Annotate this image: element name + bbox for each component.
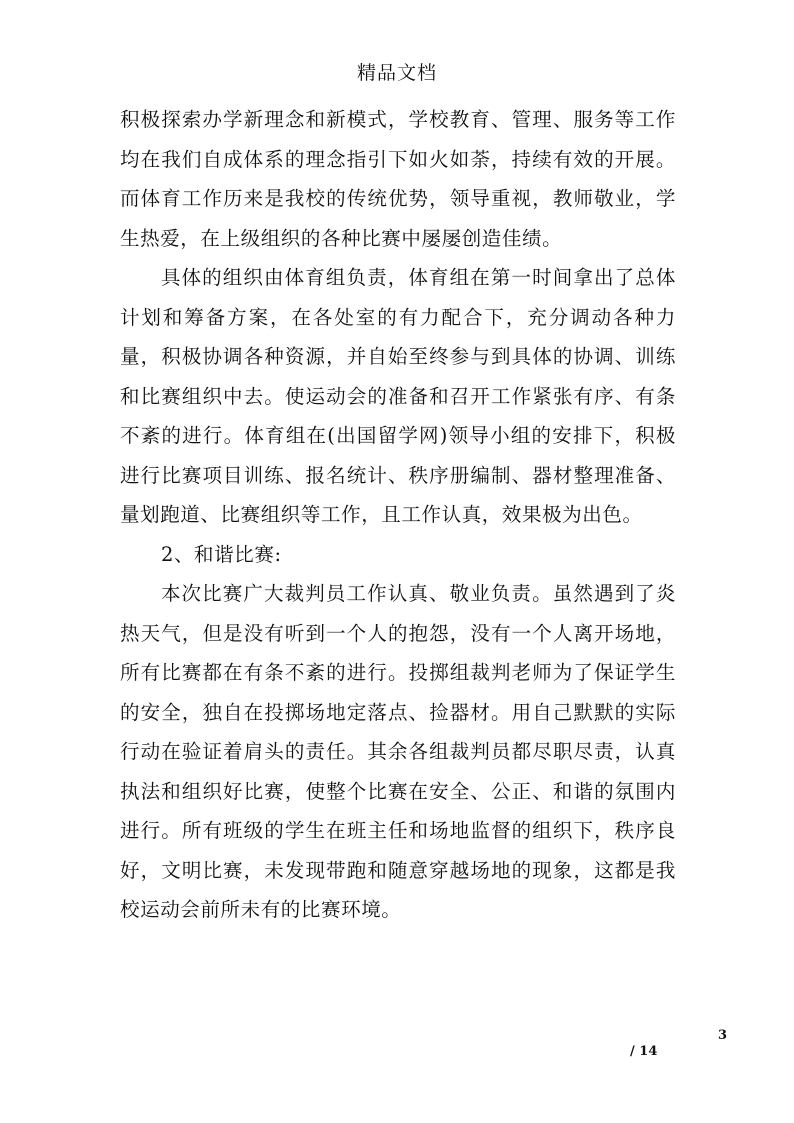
page-header-title: 精品文档 [356, 62, 437, 84]
document-body [120, 100, 676, 930]
paragraph-referees: 本次比赛广大裁判员工作认真、敬业负责。虽然遇到了炎热天气，但是没有听到一个人的抱怨，没有一个人离开场地，所有比赛都在有条不紊的进行。投掷组裁判老师为了保证学生的安全，独自在投掷场地定落点、捡器材。用自己默默的实际行动在验证着肩头的责任。其余各组裁判员都尽职尽责，认真执法和组织好比赛，使整个比赛在安全、公正、和谐的氛围内进行。所有班级的学生在班主任和场地监督的组织下，秩序良好，文明比赛，未发现带跑和随意穿越场地的现象，这都是我校运动会前所未有的比赛环境。 [120, 582, 676, 921]
page-number: 3 [718, 1028, 728, 1043]
page-total: / 14 [630, 1044, 658, 1059]
paragraph-organization: 具体的组织由体育组负责，体育组在第一时间拿出了总体计划和筹备方案，在各处室的有力配合下，充分调动各种力量，积极协调各种资源，并自始至终参与到具体的协调、训练和比赛组织中去。使运动会的准备和召开工作紧张有序、有条不紊的进行。体育组在(出国留学网)领导小组的安排下，积极进行比赛项目训练、报名统计、秩序册编制、器材整理准备、量划跑道、比赛组织等工作，且工作认真，效果极为出色。 [120, 266, 676, 526]
section-heading-harmonious-competition: 2、和谐比赛: [160, 542, 282, 566]
paragraph-intro: 积极探索办学新理念和新模式，学校教育、管理、服务等工作均在我们自成体系的理念指引下如火如荼，持续有效的开展。而体育工作历来是我校的传统优势，领导重视，教师敬业，学生热爱，在上级组织的各种比赛中屡屡创造佳绩。 [120, 108, 676, 250]
